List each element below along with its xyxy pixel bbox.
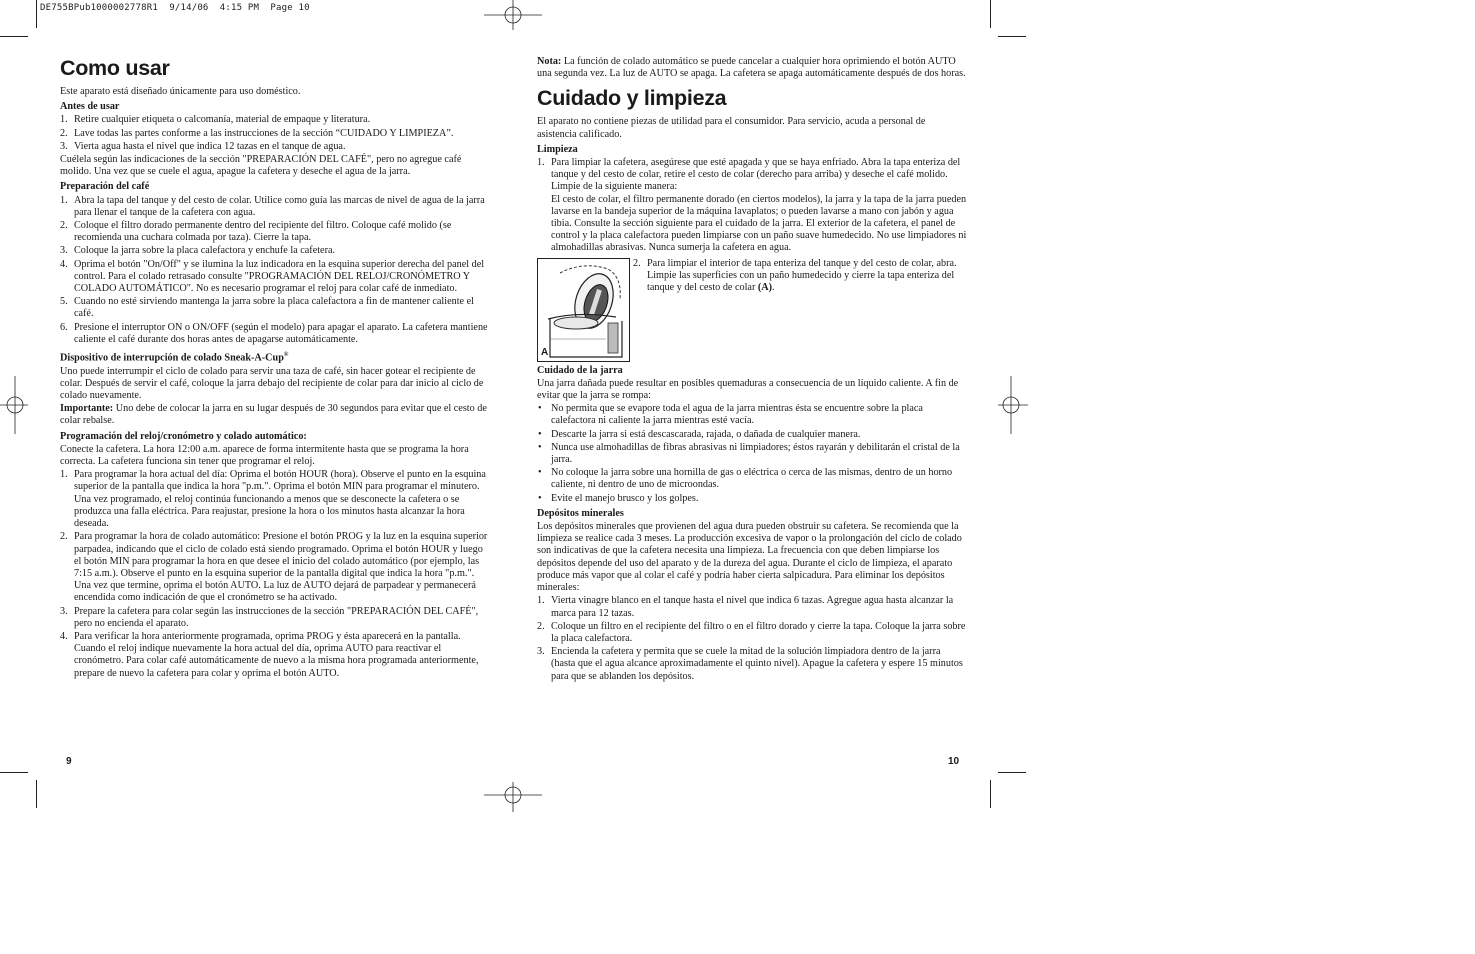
- page-number-left: 9: [66, 756, 72, 767]
- list-item: • No coloque la jarra sobre una hornilla de gas o eléctrica o cerca de las mismas, dentro de un horno caliente, ni dentro de uno de microondas.: [538, 467, 953, 491]
- section-heading-depositos: Depósitos minerales: [537, 507, 624, 519]
- minerals-intro: Los depósitos minerales que provienen del agua dura pueden obstruir su cafetera. Se recomienda que la limpieza se realice cada 3 meses. La producción excesiva de vapor o la prolongación del ciclo de colado son indicativas de que la cafetera necesita una limpieza. La frecuencia con que deben limpiarse los depósitos depende del uso del aparato y de la dureza del agua. Durante el ciclo de limpieza, el aparato produce más vapor que al colar el café y podría haber cierta salpicadura. Para eliminar los depósitos minerales:: [537, 521, 962, 594]
- coffeemaker-illustration: [538, 259, 629, 361]
- list-item: 1. Para limpiar la cafetera, asegúrese que esté apagada y que se haya enfriado. Abra la tapa enteriza del tanque y del cesto de colar, retire el cesto de colar (derecho para arriba) y deseche el café molido. Limpie de la siguiente manera: El cesto de colar, el filtro permanente dorado (en ciertos modelos), la jarra y la tapa de la jarra pueden lavarse en la bandeja superior de la máquina lavaplatos; o pueden lavarse a mano con jabón y agua tibia. Consulte la sección siguiente para el cuidado de la jarra. El exterior de la cafetera, el panel de control y la placa calefactora pueden limpiarse con un paño suave humedecido. No use limpiadores ni almohadillas abrasivas. Nunca sumerja la cafetera en agua.: [537, 157, 967, 254]
- list-item: • Descarte la jarra si está descascarada, rajada, o dañada de cualquier manera.: [538, 428, 861, 440]
- figure-row: [537, 258, 967, 362]
- page-title-cuidado: Cuidado y limpieza: [537, 86, 727, 111]
- list-item: 4. Para verificar la hora anteriormente programada, oprima PROG y ésta aparecerá en la pantalla. Cuando el reloj indique nuevamente la hora actual del día, oprima AUTO para reactivar el cronómetro. Para colar café automáticamente de nuevo a la misma hora programada anteriormente, prepare de nuevo la cafetera para colar y oprima el botón AUTO.: [60, 630, 479, 679]
- section-heading-preparacion: Preparación del café: [60, 181, 150, 193]
- list-item: 2. Coloque el filtro dorado permanente dentro del recipiente del filtro. Coloque café molido (se recomienda una cuchara colmada por taza). Cierre la tapa.: [60, 220, 452, 244]
- list-item: • Nunca use almohadillas de fibras abrasivas ni limpiadores; éstos rayarán y debilitarán el cristal de la jarra.: [538, 441, 960, 466]
- before-use-list: [60, 114, 492, 153]
- list-item: 1. Retire cualquier etiqueta o calcomanía, material de empaque y literatura.: [60, 114, 371, 126]
- note-text: Nota: La función de colado automático se puede cancelar a cualquier hora oprimiendo el botón AUTO una segunda vez. La luz de AUTO se apaga. La cafetera se apaga automáticamente después de dos horas.: [537, 56, 966, 80]
- sneak-a-cup-text: Uno puede interrumpir el ciclo de colado para servir una taza de café, sin hacer gotear el recipiente de colar. Después de servir el café, coloque la jarra debajo del recipiente de colar para dar inicio al ciclo de colado nuevamente.: [60, 365, 484, 402]
- list-item: 3. Vierta agua hasta el nivel que indica 12 tazas en el tanque de agua.: [60, 140, 346, 152]
- section-heading-cuidado-jarra: Cuidado de la jarra: [537, 364, 623, 376]
- registration-mark-top: [484, 0, 542, 32]
- figure-coffeemaker-lid-open: [537, 258, 630, 362]
- list-item: 2. Coloque un filtro en el recipiente del filtro o en el filtro dorado y cierre la tapa. Coloque la jarra sobre la placa calefactora.: [537, 620, 966, 644]
- list-item: 6. Presione el interruptor ON o ON/OFF (según el modelo) para apagar el aparato. La cafetera mantiene caliente el café durante dos horas antes de apagarse automáticamente.: [60, 321, 488, 345]
- carafe-bullet-list: [537, 403, 967, 505]
- before-use-after-text: Cuélela según las indicaciones de la sección "PREPARACIÓN DEL CAFÉ", pero no agregue café molido. Una vez que se cuele el agua, apague la cafetera y deseche el agua de la jarra.: [60, 154, 462, 178]
- intro-text: Este aparato está diseñado únicamente para uso doméstico.: [60, 86, 301, 97]
- list-item: 2. Para limpiar el interior de tapa enteriza del tanque y del cesto de colar, abra. Limpie las superficies con un paño humedecido y cierre la tapa enteriza del tanque y del cesto de colar (A).: [633, 257, 957, 294]
- registration-mark-bottom: [484, 780, 542, 812]
- list-item: 1. Para programar la hora actual del día: Oprima el botón HOUR (hora). Observe el punto en la esquina superior de la pantalla que indica la hora "p.m.". Oprima el botón MIN para programar el minutero. Una vez programado, el reloj continúa funcionando a menos que se desconecte la cafetera o se produzca una falla eléctrica. Para reajustar, presione la hora o los minutos hasta alcanzar la hora deseada.: [60, 469, 486, 530]
- list-item: 3. Encienda la cafetera y permita que se cuele la mitad de la solución limpiadora dentro de la jarra (hasta que el agua alcance aproximadamente el quinto nivel). Apague la cafetera y espere 15 minutos para que se ablanden los depósitos.: [537, 646, 963, 682]
- section-heading-programacion: Programación del reloj/cronómetro y colado automático:: [60, 430, 307, 442]
- minerals-list: [537, 595, 967, 682]
- important-note: Importante: Uno debe de colocar la jarra en su lugar después de 30 segundos para evitar que el cesto de colar rebalse.: [60, 403, 487, 427]
- program-intro: Conecte la cafetera. La hora 12:00 a.m. aparece de forma intermitente hasta que se programa la hora correcta. La cafetera funciona sin tener que programar el reloj.: [60, 443, 469, 468]
- cleaning-list: [537, 157, 967, 255]
- list-item: • No permita que se evapore toda el agua de la jarra mientras ésta se encuentre sobre la placa calefactora ni caliente la jarra mientras esté vacía.: [538, 403, 923, 427]
- list-item: • Evite el manejo brusco y los golpes.: [538, 492, 699, 504]
- list-item: 2. Para programar la hora de colado automático: Presione el botón PROG y la luz en la esquina superior parpadea, indicando que el ciclo de colado está siendo programado. Oprima el botón HOUR y luego el botón MIN para programar la hora en que desee el inicio del colado automático (por ejemplo, las 7:15 a.m.). Observe el punto en la esquina superior de la pantalla digital que indica la hora "p.m.". Una vez que termine, oprima el botón AUTO. La luz de AUTO dejará de parpadear y permanecerá encendida como indicación de que el cronómetro se ha activado.: [60, 531, 488, 604]
- list-item: 1. Abra la tapa del tanque y del cesto de colar. Utilice como guía las marcas de nivel de agua de la jarra para llenar el tanque de la cafetera con agua.: [60, 194, 485, 218]
- program-list: [60, 469, 492, 679]
- page-number-right: 10: [948, 756, 960, 767]
- right-page: [537, 56, 967, 684]
- list-item: 3. Prepare la cafetera para colar según las instrucciones de la sección "PREPARACIÓN DEL CAFÉ", pero no encienda el aparato.: [60, 605, 479, 629]
- intro-text: El aparato no contiene piezas de utilidad para el consumidor. Para servicio, acuda a personal de asistencia calificado.: [537, 116, 926, 140]
- figure-label: A: [541, 347, 549, 359]
- list-item: 4. Oprima el botón "On/Off" y se ilumina la luz indicadora en la esquina superior derecha del panel del control. Para el colado retrasado consulte "PROGRAMACIÓN DEL RELOJ/CRONÓMETRO Y COLADO AUTOMÁTICO". No es necesario programar el reloj para colar café de inmediato.: [60, 258, 485, 295]
- section-heading-sneak-a-cup: Dispositivo de interrupción de colado Sneak-A-Cup®: [60, 352, 289, 364]
- prep-list: [60, 195, 492, 346]
- registration-mark-left: [0, 376, 30, 434]
- section-heading-antes-de-usar: Antes de usar: [60, 101, 120, 113]
- list-item: 1. Vierta vinagre blanco en el tanque hasta el nivel que indica 6 tazas. Agregue agua hasta alcanzar la marca para 12 tazas.: [537, 595, 954, 619]
- list-item: 3. Coloque la jarra sobre la placa calefactora y enchufe la cafetera.: [60, 245, 336, 257]
- carafe-intro: Una jarra dañada puede resultar en posibles quemaduras a consecuencia de un líquido caliente. A fin de evitar que la jarra se rompa:: [537, 377, 959, 402]
- print-slug: DE755BPub1000002778R1 9/14/06 4:15 PM Page 10: [40, 3, 310, 13]
- cleaning-list-continued: [633, 258, 967, 295]
- list-item: 5. Cuando no esté sirviendo mantenga la jarra sobre la placa calefactora a fin de mantener caliente el café.: [60, 296, 474, 320]
- section-heading-limpieza: Limpieza: [537, 143, 578, 155]
- page-title-como-usar: Como usar: [60, 56, 170, 80]
- registration-mark-right: [996, 376, 1028, 434]
- left-page: [60, 56, 492, 681]
- list-item: 2. Lave todas las partes conforme a las instrucciones de la sección “CUIDADO Y LIMPIEZA”.: [60, 127, 454, 139]
